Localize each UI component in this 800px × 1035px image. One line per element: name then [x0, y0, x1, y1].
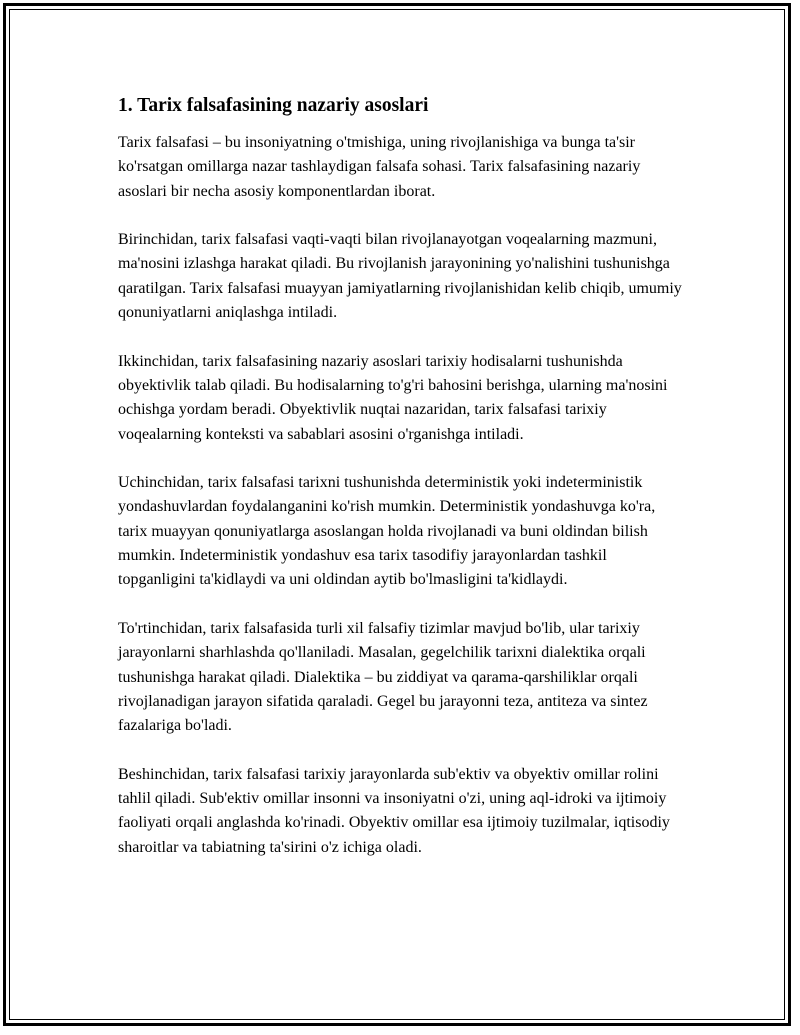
paragraph-fourth: To'rtinchidan, tarix falsafasida turli xil falsafiy tizimlar mavjud bo'lib, ular tarixiy jarayonlarni sharhlashda qo'llaniladi. Masalan, gegelchilik tarixni dialektika orqali tushunishga harakat qiladi. Dialektika – bu ziddiyat va qarama-qarshiliklar orqali rivojlanadigan jarayon sifatida qaraladi. Gegel bu jarayonni teza, antiteza va sintez fazalariga bo'ladi.	[118, 619, 648, 735]
paragraph-second: Ikkinchidan, tarix falsafasining nazariy asoslari tarixiy hodisalarni tushunishda obyektivlik talab qiladi. Bu hodisalarning to'g'ri bahosini berishga, ularning ma'nosini ochishga yordam beradi. Obyektivlik nuqtai nazaridan, tarix falsafasi tarixiy voqealarning konteksti va sabablari asosini o'rganishga intiladi.	[118, 352, 668, 443]
paragraph-intro: Tarix falsafasi – bu insoniyatning o'tmishiga, uning rivojlanishiga va bunga ta'sir ko'rsatgan omillarga nazar tashlaydigan falsafa sohasi. Tarix falsafasining nazariy asoslari bir necha asosiy komponentlardan iborat.	[118, 134, 641, 200]
document-body	[118, 93, 688, 884]
section-heading: 1. Tarix falsafasining nazariy asoslari	[118, 95, 429, 116]
paragraph-first: Birinchidan, tarix falsafasi vaqti-vaqti bilan rivojlanayotgan voqealarning mazmuni, ma'nosini izlashga harakat qiladi. Bu rivojlanish jarayonining yo'nalishini tushunishga qaratilgan. Tarix falsafasi muayyan jamiyatlarning rivojlanishidan kelib chiqib, umumiy qonuniyatlarni aniqlashga intiladi.	[118, 231, 682, 322]
paragraph-third: Uchinchidan, tarix falsafasi tarixni tushunishda deterministik yoki indeterministik yondashuvlardan foydalanganini ko'rish mumkin. Deterministik yondashuvga ko'ra, tarix muayyan qonuniyatlarga asoslangan holda rivojlanadi va buni oldindan bilish mumkin. Indeterministik yondashuv esa tarix tasodifiy jarayonlardan tashkil topganligini ta'kidlaydi va uni oldindan aytib bo'lmasligini ta'kidlaydi.	[118, 474, 656, 589]
paragraph-fifth: Beshinchidan, tarix falsafasi tarixiy jarayonlarda sub'ektiv va obyektiv omillar rolini tahlil qiladi. Sub'ektiv omillar insonni va insoniyatni o'zi, uning aql-idroki va ijtimoiy faoliyati orqali anglashda ko'rinadi. Obyektiv omillar esa ijtimoiy tuzilmalar, iqtisodiy sharoitlar va tabiatning ta'sirini o'z ichiga oladi.	[118, 765, 670, 856]
